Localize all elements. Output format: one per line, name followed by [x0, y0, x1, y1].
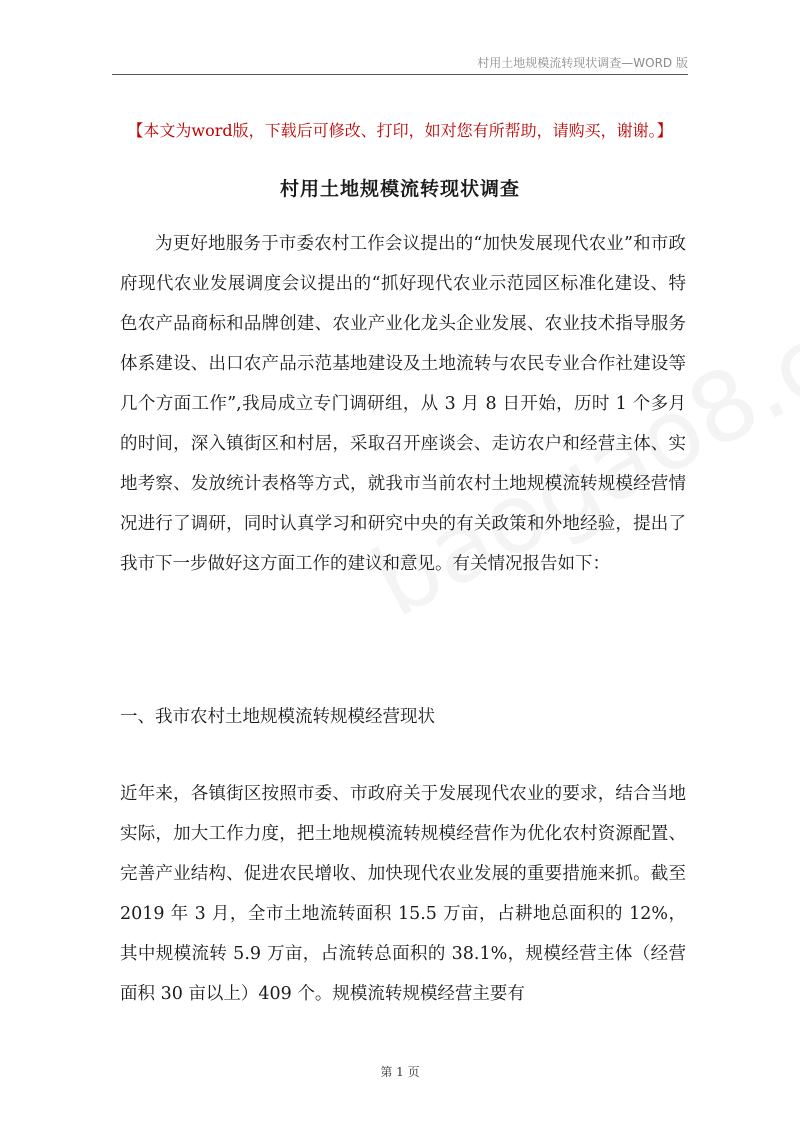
- intro-paragraph: 为更好地服务于市委农村工作会议提出的“加快发展现代农业”和市政府现代农业发展调度会议提出的“抓好现代农业示范园区标准化建设、特色农产品商标和品牌创建、农业产业化龙头企业发展、农业技术指导服务体系建设、出口农产品示范基地建设及土地流转与农民专业合作社建设等几个方面工作”,我局成立专门调研组，从 3 月 8 日开始，历时 1 个多月的时间，深入镇街区和村居，采取召开座谈会、走访农户和经营主体、实地考察、发放统计表格等方式，就我市当前农村土地规模流转规模经营情况进行了调研，同时认真学习和研究中央的有关政策和外地经验，提出了我市下一步做好这方面工作的建议和意见。有关情况报告如下：: [120, 234, 686, 574]
- download-notice: 【本文为word版，下载后可修改、打印，如对您有所帮助，请购买，谢谢。】: [127, 121, 673, 140]
- section-heading: 一、我市农村土地规模流转规模经营现状: [120, 707, 435, 727]
- running-header: 村用土地规模流转现状调查—WORD 版: [477, 56, 688, 70]
- body-paragraph: 近年来，各镇街区按照市委、市政府关于发展现代农业的要求，结合当地实际，加大工作力度，把土地规模流转规模经营作为优化农村资源配置、完善产业结构、促进农民增收、加快现代农业发展的重要措施来抓。截至 2019 年 3 月，全市土地流转面积 15.5 万亩，占耕地总面积的 12%，其中规模流转 5.9 万亩，占流转总面积的 38.1%，规模经营主体（经营面积 30 亩以上）409 个。规模流转规模经营主要有: [120, 784, 686, 1004]
- header-divider: [112, 74, 688, 75]
- page-number: 第 1 页: [380, 1065, 420, 1079]
- document-title: 村用土地规模流转现状调查: [279, 178, 520, 200]
